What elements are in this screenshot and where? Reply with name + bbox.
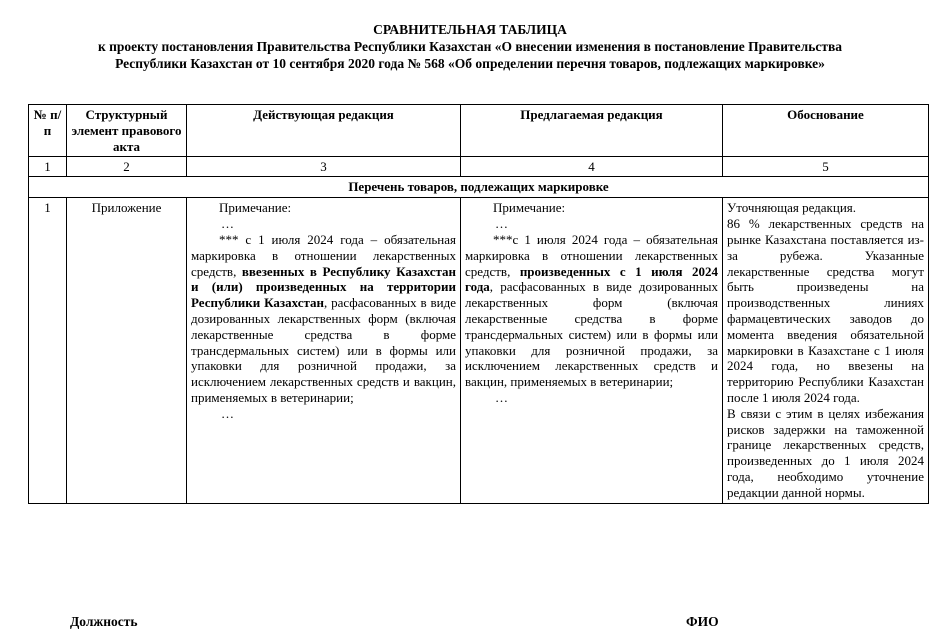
column-number-2: 2 [67, 157, 187, 177]
current-text [191, 232, 456, 406]
table-header-row [29, 105, 929, 157]
current-version-cell [187, 198, 461, 503]
header-proposed-version: Предлагаемая редакция [461, 105, 723, 157]
current-text-bold: ввезенных в Республику Казахстан и (или) произведенных на территории Республики Казахстан [191, 263, 456, 311]
current-ellipsis-end: … [221, 405, 234, 421]
column-number-4: 4 [461, 157, 723, 177]
current-ellipsis: … [221, 216, 234, 232]
header-structural-element: Структурный элемент правового акта [67, 105, 187, 157]
proposed-ellipsis-end: … [495, 389, 508, 405]
justification-cell [723, 198, 929, 503]
column-number-5: 5 [723, 157, 929, 177]
comparison-table [28, 104, 929, 504]
signature-position-label: Должность [70, 614, 138, 629]
document-subtitle-line-2: Республики Казахстан от 10 сентября 2020 года № 568 «Об определении перечня товаров, подлежащих маркировке» [115, 56, 825, 71]
proposed-text-part1: ***с 1 июля 2024 года – обязательная маркировка в отношении лекарственных средств, [465, 231, 718, 279]
table-row [29, 198, 929, 503]
proposed-text-part2: , расфасованных в виде дозированных лекарственных форм (включая лекарственные средства в форме трансдермальных систем) или в формы или упаковки для розничной продажи, за исключением лекарственных средств и вакцин, применяемых в ветеринарии; [465, 279, 718, 390]
header-current-version: Действующая редакция [187, 105, 461, 157]
document-subtitle-line-1: к проекту постановления Правительства Республики Казахстан «О внесении изменения в постановление Правительства [97, 39, 843, 54]
document-title: СРАВНИТЕЛЬНАЯ ТАБЛИЦА [373, 22, 567, 37]
proposed-text [465, 232, 718, 390]
justification-paragraph-1: Уточняющая редакция. [727, 200, 857, 216]
section-title: Перечень товаров, подлежащих маркировке [29, 177, 929, 198]
current-text-part1: *** с 1 июля 2024 года – обязательная маркировка в отношении лекарственных средств, [191, 231, 456, 279]
proposed-text-bold: произведенных с 1 июля 2024 года [465, 263, 718, 295]
current-text-part2: , расфасованных в виде дозированных лекарственных форм (включая лекарственные средства в форме трансдермальных систем) или в формы или упаковки для розничной продажи, за исключением лекарственных средств и вакцин, применяемых в ветеринарии; [191, 295, 456, 405]
column-number-row [29, 157, 929, 177]
row-number: 1 [29, 198, 67, 503]
proposed-ellipsis: … [495, 216, 508, 232]
justification-paragraph-3: В связи с этим в целях избежания рисков задержки на таможенной границе лекарственных средств, произведенных до 1 июля 2024 года, необходимо уточнение редакции данной нормы. [727, 405, 924, 500]
header-justification: Обоснование [723, 105, 929, 157]
header-number: № п/п [29, 105, 67, 157]
current-note-label: Примечание: [219, 200, 292, 216]
row-structural-element: Приложение [67, 198, 187, 503]
proposed-version-cell [461, 198, 723, 503]
column-number-1: 1 [29, 157, 67, 177]
signature-name-label: ФИО [686, 614, 719, 629]
section-row [29, 177, 929, 198]
proposed-note-label: Примечание: [493, 200, 566, 216]
column-number-3: 3 [187, 157, 461, 177]
justification-paragraph-2: 86 % лекарственных средств на рынке Казахстана поставляется из-за рубежа. Указанные лекарственные средства могут быть произведены на производственных линиях фармацевтических заводов до момента введения обязательной маркировки в Казахстане с 1 июля 2024 года, но ввезены на территорию Республики Казахстан после 1 июля 2024 года. [727, 216, 924, 405]
